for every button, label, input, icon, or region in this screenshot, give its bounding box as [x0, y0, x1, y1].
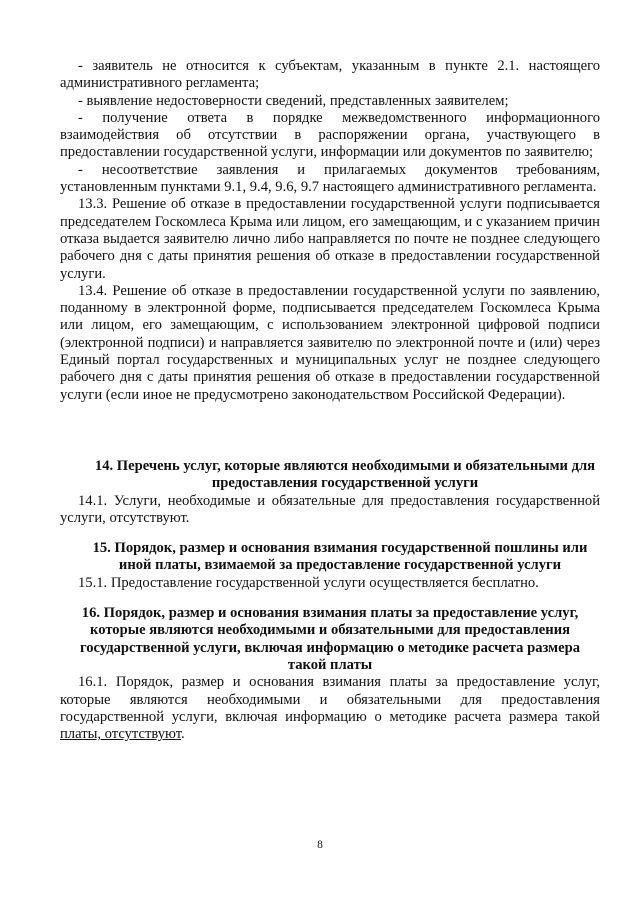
- clause-13-3: 13.3. Решение об отказе в предоставлении государственной услуги подписывается председателем Госкомлеса Крыма или лицом, его замещающим, и с указанием причин отказа выдается заявителю лично либо направляется по почте не позднее следующего рабочего дня с даты принятия решения об отказе в предоставлении государственной услуги.: [60, 196, 600, 282]
- clause-16-1-text: 16.1. Порядок, размер и основания взимания платы за предоставление услуг, которые являются необходимыми и обязательными для предоставления государственной услуги, включая информацию о методике расчета размера такой: [60, 674, 600, 725]
- clause-15-1: 15.1. Предоставление государственной услуги осуществляется бесплатно.: [78, 574, 539, 591]
- section-14-heading: 14. Перечень услуг, которые являются необходимыми и обязательными для предоставления государственной услуги: [94, 457, 596, 492]
- clause-14-1: 14.1. Услуги, необходимые и обязательные для предоставления государственной услуги, отсутствуют.: [60, 492, 600, 526]
- clause-13-4: 13.4. Решение об отказе в предоставлении государственной услуги по заявлению, поданному в электронной форме, подписывается председателем Госкомлеса Крыма или лицом, его замещающим, с использованием электронной цифровой подписи (электронной подписи) и направляется заявителю по электронной почте и (или) через Единый портал государственных и муниципальных услуг не позднее следующего рабочего дня с даты принятия решения об отказе в предоставлении государственной услуги (если иное не предусмотрено законодательством Российской Федерации).: [60, 282, 600, 403]
- list-item-paragraph: - выявление недостоверности сведений, представленных заявителем;: [78, 92, 509, 109]
- list-item-paragraph: - несоответствие заявления и прилагаемых документов требованиям, установленным пунктами 9.1, 9.4, 9.6, 9.7 настоящего административного регламента.: [60, 161, 600, 196]
- spacer: [60, 527, 600, 540]
- clause-16-1-end: .: [181, 726, 185, 743]
- section-15-heading: 15. Порядок, размер и основания взимания государственной пошлины или иной платы, взимаемой за предоставление государственной услуги: [92, 540, 588, 574]
- clause-16-1-underlined: платы, отсутствуют: [60, 726, 182, 743]
- list-item-paragraph: - заявитель не относится к субъектам, указанным в пункте 2.1. настоящего административного регламента;: [60, 58, 600, 92]
- spacer: [60, 592, 600, 605]
- spacer: [60, 404, 600, 458]
- page-number: 8: [317, 839, 323, 851]
- clause-16-1: [60, 674, 600, 743]
- document-page: [60, 58, 600, 743]
- section-16-heading: 16. Порядок, размер и основания взимания платы за предоставление услуг, которые являются необходимыми и обязательными для предоставления государственной услуги, включая информацию о методике расчета размера такой платы: [79, 605, 581, 673]
- list-item-paragraph: - получение ответа в порядке межведомственного информационного взаимодействия об отсутствии в распоряжении органа, участвующего в предоставлении государственной услуги, информации или документов по заявителю;: [60, 109, 600, 161]
